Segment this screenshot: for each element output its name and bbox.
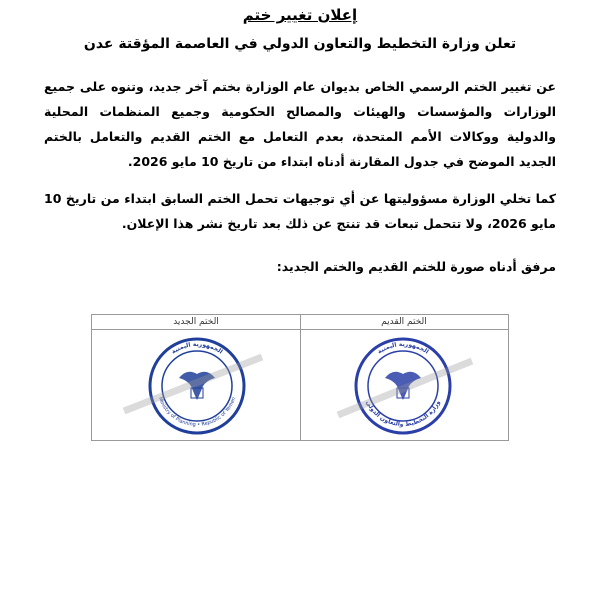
svg-text:Ministry of Planning • Republi: Ministry of Planning • Republic of Yemen: [156, 396, 238, 429]
new-stamp-header: الختم الجديد: [92, 315, 301, 330]
stamp-comparison-table: [91, 314, 509, 441]
paragraph-3: مرفق أدناه صورة للختم القديم والختم الجديد:: [276, 259, 556, 274]
old-stamp-image: [318, 331, 488, 437]
svg-text:وزارة التخطيط والتعاون الدولي: وزارة التخطيط والتعاون الدولي: [364, 399, 442, 429]
paragraph-1: عن تغيير الختم الرسمي الخاص بديوان عام الوزارة بختم آخر جديد، وتنوه على جميع الوزارات والمؤسسات والهيئات والمصالح الحكومية وجميع المنظمات المحلية والدولية ووكالات الأمم المتحدة، بعدم التعامل مع الختم القديم والتعامل بالختم الجديد الموضح في جدول المقارنة أدناه ابتداء من تاريخ 10 مايو 2026.: [44, 79, 556, 169]
paragraph-2: كما تخلي الوزارة مسؤوليتها عن أي توجيهات تحمل الختم السابق ابتداء من تاريخ 10 مايو 2026، ولا تتحمل تبعات قد تنتج عن ذلك بعد تاريخ نشر هذا الإعلان.: [44, 191, 556, 231]
svg-text:الجمهورية اليمنية: الجمهورية اليمنية: [376, 340, 430, 356]
svg-text:الجمهورية اليمنية: الجمهورية اليمنية: [170, 340, 224, 356]
new-stamp-image: [112, 331, 282, 437]
old-stamp-header: الختم القديم: [300, 315, 508, 330]
page-subtitle: تعلن وزارة التخطيط والتعاون الدولي في العاصمة المؤقتة عدن: [83, 36, 517, 52]
table-divider: [300, 329, 301, 440]
page-title: إعلان تغيير ختم: [242, 6, 358, 24]
